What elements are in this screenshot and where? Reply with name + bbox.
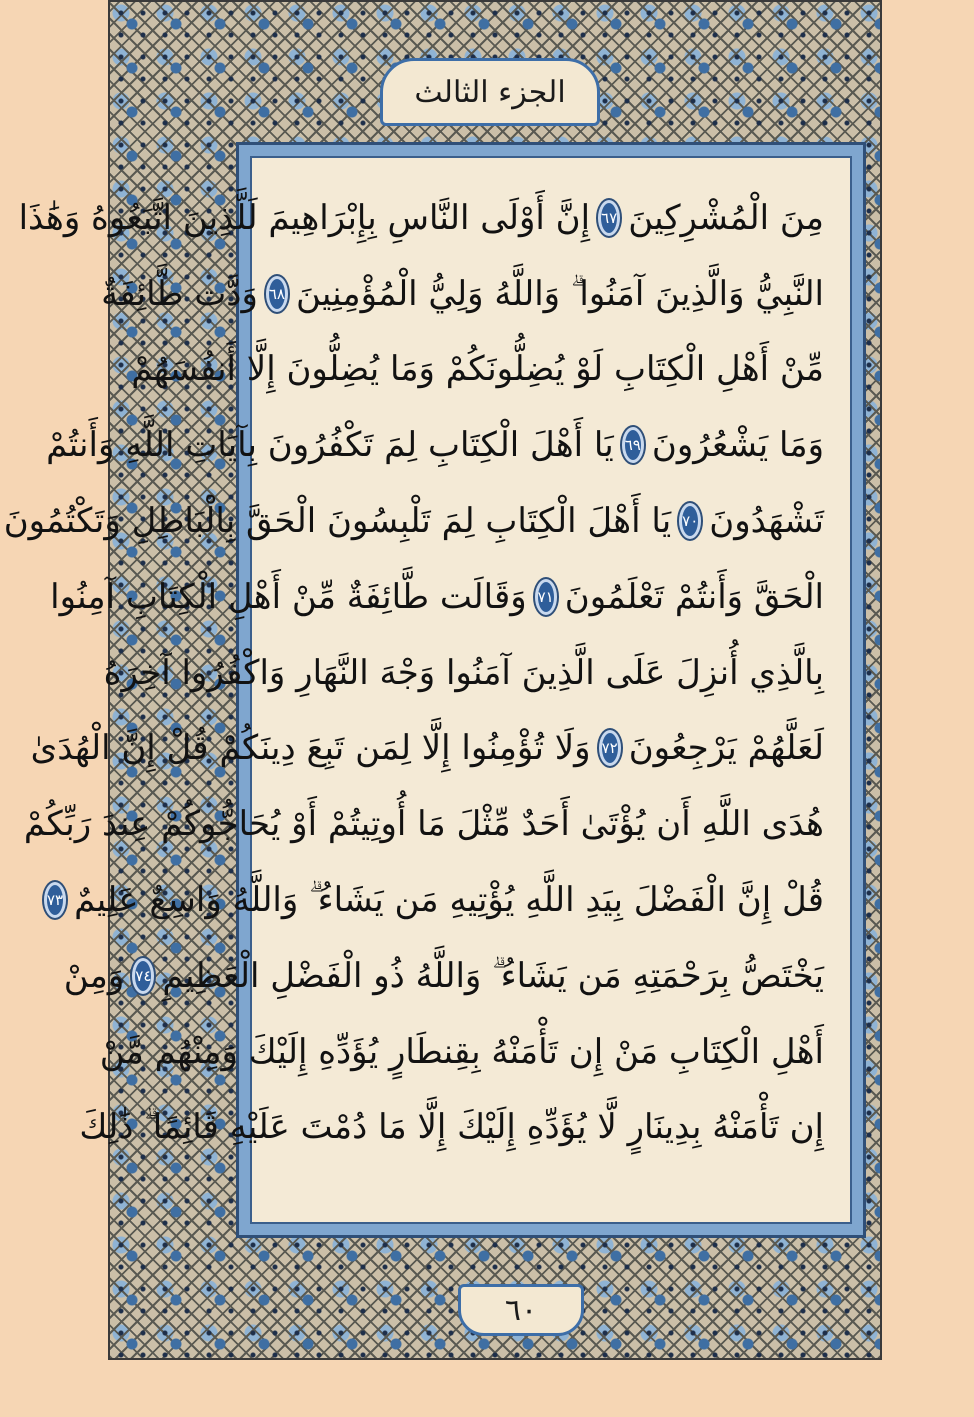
ayah-number-marker: ٦٧: [598, 200, 620, 236]
text-panel: [3, 156, 852, 1224]
verse-text: مِّنْ أَهْلِ الْكِتَابِ لَوْ يُضِلُّونَكُمْ وَمَا يُضِلُّونَ إِلَّا أَنفُسَهُمْ: [131, 349, 824, 390]
verse-line: [46, 862, 824, 938]
ayah-number-marker: ٦٨: [266, 276, 288, 312]
page-number: ٦٠: [504, 1292, 538, 1328]
verse-text: بِالَّذِي أُنزِلَ عَلَى الَّذِينَ آمَنُوا وَجْهَ النَّهَارِ وَاكْفُرُوا آخِرَهُ: [103, 652, 824, 693]
verse-text: الْحَقَّ وَأَنتُمْ تَعْلَمُونَ: [564, 576, 824, 617]
verse-text: تَشْهَدُونَ: [709, 501, 824, 542]
ayah-number-marker: ٧٠: [679, 503, 701, 539]
ayah-number-marker: ٧٤: [132, 958, 154, 994]
verse-line: [18, 180, 824, 256]
verse-text: لَعَلَّهُمْ يَرْجِعُونَ: [628, 728, 824, 769]
verse-text: يَخْتَصُّ بِرَحْمَتِهِ مَن يَشَاءُ ۗ وَاللَّهُ ذُو الْفَضْلِ الْعَظِيمِ: [162, 955, 824, 996]
verse-text: قُلْ إِنَّ الْفَضْلَ بِيَدِ اللَّهِ يُؤْتِيهِ مَن يَشَاءُ ۗ وَاللَّهُ وَاسِعٌ عَلِيمٌ: [74, 880, 824, 921]
verse-text: وَقَالَت طَّائِفَةٌ مِّنْ أَهْلِ الْكِتَابِ آمِنُوا: [50, 576, 527, 617]
ayah-number-marker: ٦٩: [622, 427, 644, 463]
verse-text: النَّبِيُّ وَالَّذِينَ آمَنُوا ۗ وَاللَّهُ وَلِيُّ الْمُؤْمِنِينَ: [295, 273, 824, 314]
verse-line: [63, 938, 824, 1014]
verse-lines: [3, 180, 824, 1165]
verse-line: [30, 711, 824, 787]
verse-line: [131, 332, 824, 408]
verse-line: [101, 256, 824, 332]
ayah-number-marker: ٧٢: [599, 730, 621, 766]
verse-line: [3, 483, 824, 559]
verse-line: [103, 635, 824, 711]
verse-line: [99, 1014, 824, 1090]
verse-line: [23, 786, 824, 862]
verse-text: وَمِنْ: [63, 955, 125, 996]
verse-text: هُدَى اللَّهِ أَن يُؤْتَىٰ أَحَدٌ مِّثْلَ مَا أُوتِيتُمْ أَوْ يُحَاجُّوكُمْ عِندَ رَبِّكُمْ: [23, 804, 824, 845]
verse-line: [79, 1090, 824, 1166]
verse-line: [50, 559, 824, 635]
verse-text: إِنَّ أَوْلَى النَّاسِ بِإِبْرَاهِيمَ لَلَّذِينَ اتَّبَعُوهُ وَهَٰذَا: [18, 197, 591, 238]
verse-text: يَا أَهْلَ الْكِتَابِ لِمَ تَلْبِسُونَ الْحَقَّ بِالْبَاطِلِ وَتَكْتُمُونَ: [3, 501, 672, 542]
ayah-number-marker: ٧١: [535, 579, 557, 615]
verse-text: وَمَا يَشْعُرُونَ: [651, 425, 824, 466]
verse-text: وَدَّت طَّائِفَةٌ: [101, 273, 258, 314]
juz-header: [380, 58, 600, 126]
verse-line: [46, 407, 824, 483]
verse-text: مِنَ الْمُشْرِكِينَ: [628, 197, 824, 238]
verse-text: يَا أَهْلَ الْكِتَابِ لِمَ تَكْفُرُونَ بِآيَاتِ اللَّهِ وَأَنتُمْ: [46, 425, 614, 466]
verse-text: أَهْلِ الْكِتَابِ مَنْ إِن تَأْمَنْهُ بِقِنطَارٍ يُؤَدِّهِ إِلَيْكَ وَمِنْهُم مَّنْ: [99, 1031, 824, 1072]
verse-text: وَلَا تُؤْمِنُوا إِلَّا لِمَن تَبِعَ دِينَكُمْ قُلْ إِنَّ الْهُدَىٰ: [30, 728, 591, 769]
ayah-number-marker: ٧٣: [44, 882, 66, 918]
juz-title: الجزء الثالث: [414, 74, 566, 110]
verse-text: إِن تَأْمَنْهُ بِدِينَارٍ لَّا يُؤَدِّهِ إِلَيْكَ إِلَّا مَا دُمْتَ عَلَيْهِ قَائِمًا ۗ ذَٰلِكَ: [79, 1107, 824, 1148]
page-number-cartouche: [458, 1284, 584, 1336]
